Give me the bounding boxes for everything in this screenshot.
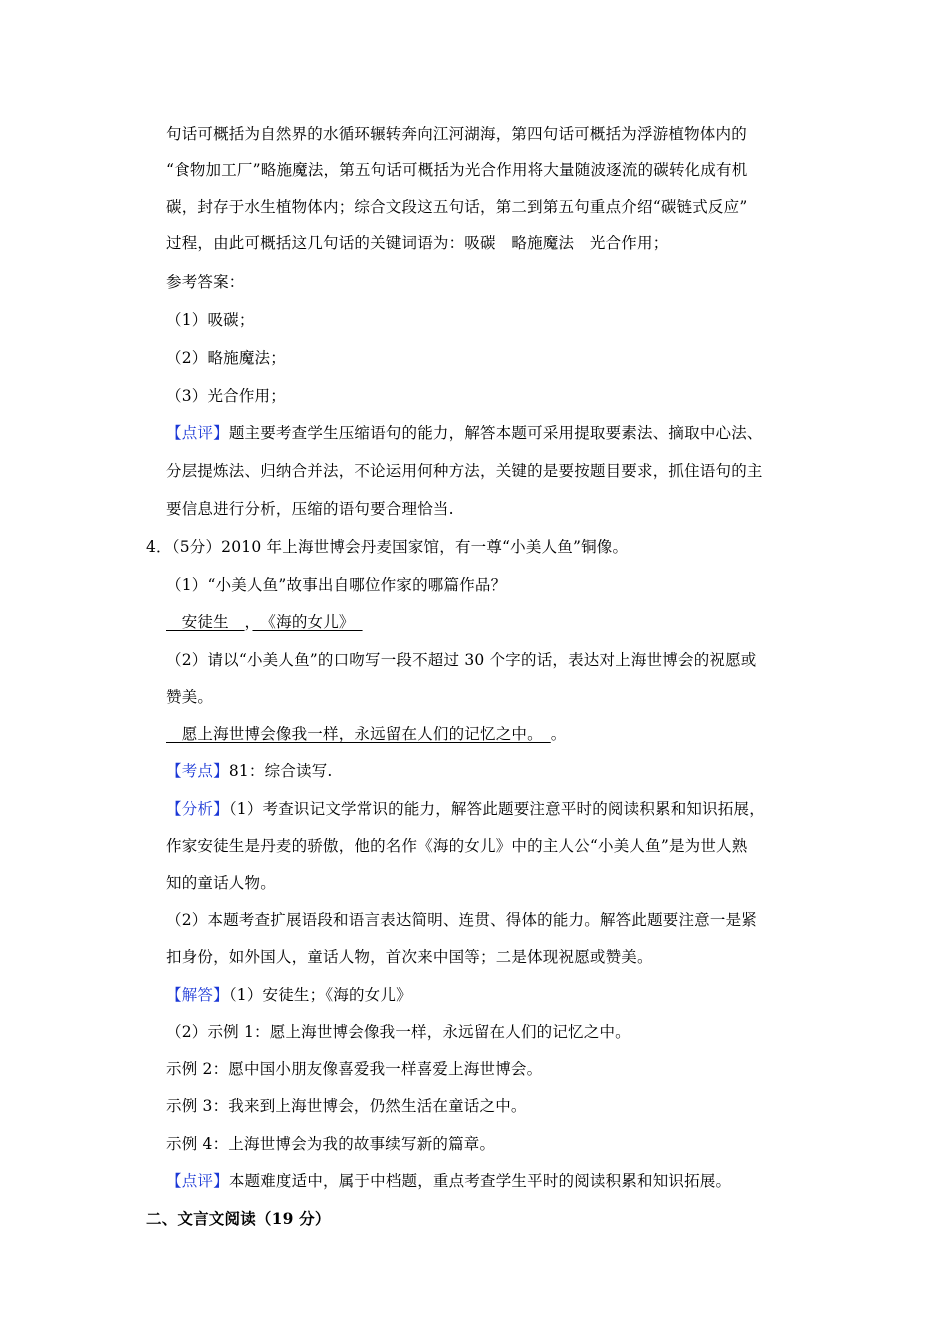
analysis-line-2: “食物加工厂”略施魔法，第五句话可概括为光合作用将大量随波逐流的碳转化成有机 bbox=[166, 161, 748, 179]
fenxi-text-1: （1）考查识记文学常识的能力，解答此题要注意平时的阅读积累和知识拓展， bbox=[228, 800, 765, 818]
kaodian-tag: 【考点】 bbox=[166, 762, 229, 780]
answer-2-end: 。 bbox=[550, 725, 567, 743]
review-tag: 【点评】 bbox=[166, 424, 229, 442]
kaodian-text: 81：综合读写. bbox=[228, 762, 333, 780]
analysis-line-3: 碳，封存于水生植物体内；综合文段这五句话，第二到第五句重点介绍“碳链式反应” bbox=[166, 198, 748, 216]
analysis-line-1: 句话可概括为自然界的水循环辗转奔向江河湖海，第四句话可概括为浮游植物体内的 bbox=[166, 125, 747, 143]
fenxi-line-4: （2）本题考查扩展语段和语言表达简明、连贯、得体的能力。解答此题要注意一是紧 bbox=[166, 911, 757, 929]
question-4-sub-2-line-1: （2）请以“小美人鱼”的口吻写一段不超过 30 个字的话，表达对上海世博会的祝愿或 bbox=[166, 651, 757, 669]
question-4-sub-2-line-2: 赞美。 bbox=[166, 688, 214, 706]
section-2-heading: 二、文言文阅读（19 分） bbox=[146, 1209, 331, 1228]
reference-answer-title: 参考答案： bbox=[166, 273, 245, 291]
answer-separator: ， bbox=[244, 613, 253, 631]
reference-answer-2: （2）略施魔法； bbox=[166, 349, 286, 367]
jieda-line-2: （2）示例 1：愿上海世博会像我一样，永远留在人们的记忆之中。 bbox=[166, 1023, 631, 1041]
reference-answer-1: （1）吸碳； bbox=[166, 311, 255, 329]
question-4-answer-1 bbox=[166, 611, 363, 633]
question-4-sub-1: （1）“小美人鱼”故事出自哪位作家的哪篇作品？ bbox=[166, 576, 507, 594]
jieda-text-1: （1）安徒生；《海的女儿》 bbox=[228, 986, 412, 1004]
jieda-line-4: 示例 3：我来到上海世博会，仍然生活在童话之中。 bbox=[166, 1097, 527, 1115]
review-2-text: 本题难度适中，属于中档题，重点考查学生平时的阅读积累和知识拓展。 bbox=[228, 1172, 732, 1190]
question-4-stem: 4．（5分）2010 年上海世博会丹麦国家馆，有一尊“小美人鱼”铜像。 bbox=[146, 538, 629, 556]
question-4-answer-2 bbox=[166, 723, 566, 745]
review-1-line-3: 要信息进行分析，压缩的语句要合理恰当. bbox=[166, 500, 454, 518]
analysis-line-4: 过程，由此可概括这几句话的关键词语为：吸碳 略施魔法 光合作用； bbox=[166, 234, 669, 252]
jieda-tag: 【解答】 bbox=[166, 986, 229, 1004]
jieda-line-3: 示例 2：愿中国小朋友像喜爱我一样喜爱上海世博会。 bbox=[166, 1060, 543, 1078]
fenxi-line-5: 扣身份，如外国人，童话人物，首次来中国等；二是体现祝愿或赞美。 bbox=[166, 948, 653, 966]
review-1-line-2: 分层提炼法、归纳合并法，不论运用何种方法，关键的是要按题目要求，抓住语句的主 bbox=[166, 462, 763, 480]
answer-work-blank: 《海的女儿》 bbox=[252, 613, 363, 631]
fenxi-tag: 【分析】 bbox=[166, 800, 229, 818]
review-1-text-1: 题主要考查学生压缩语句的能力，解答本题可采用提取要素法、摘取中心法、 bbox=[228, 424, 763, 442]
fenxi-line-2: 作家安徒生是丹麦的骄傲，他的名作《海的女儿》中的主人公“小美人鱼”是为世人熟 bbox=[166, 837, 748, 855]
kaodian-line bbox=[166, 760, 333, 782]
review-2-line bbox=[166, 1170, 731, 1192]
reference-answer-3: （3）光合作用； bbox=[166, 387, 286, 405]
answer-2-blank: 愿上海世博会像我一样，永远留在人们的记忆之中。 bbox=[166, 725, 551, 743]
review-1-line-1 bbox=[166, 422, 763, 444]
fenxi-line-3: 知的童话人物。 bbox=[166, 874, 276, 892]
jieda-line-5: 示例 4：上海世博会为我的故事续写新的篇章。 bbox=[166, 1135, 496, 1153]
review-2-tag: 【点评】 bbox=[166, 1172, 229, 1190]
jieda-line-1 bbox=[166, 984, 412, 1006]
answer-author-blank: 安徒生 bbox=[166, 613, 245, 631]
fenxi-line-1 bbox=[166, 798, 765, 820]
